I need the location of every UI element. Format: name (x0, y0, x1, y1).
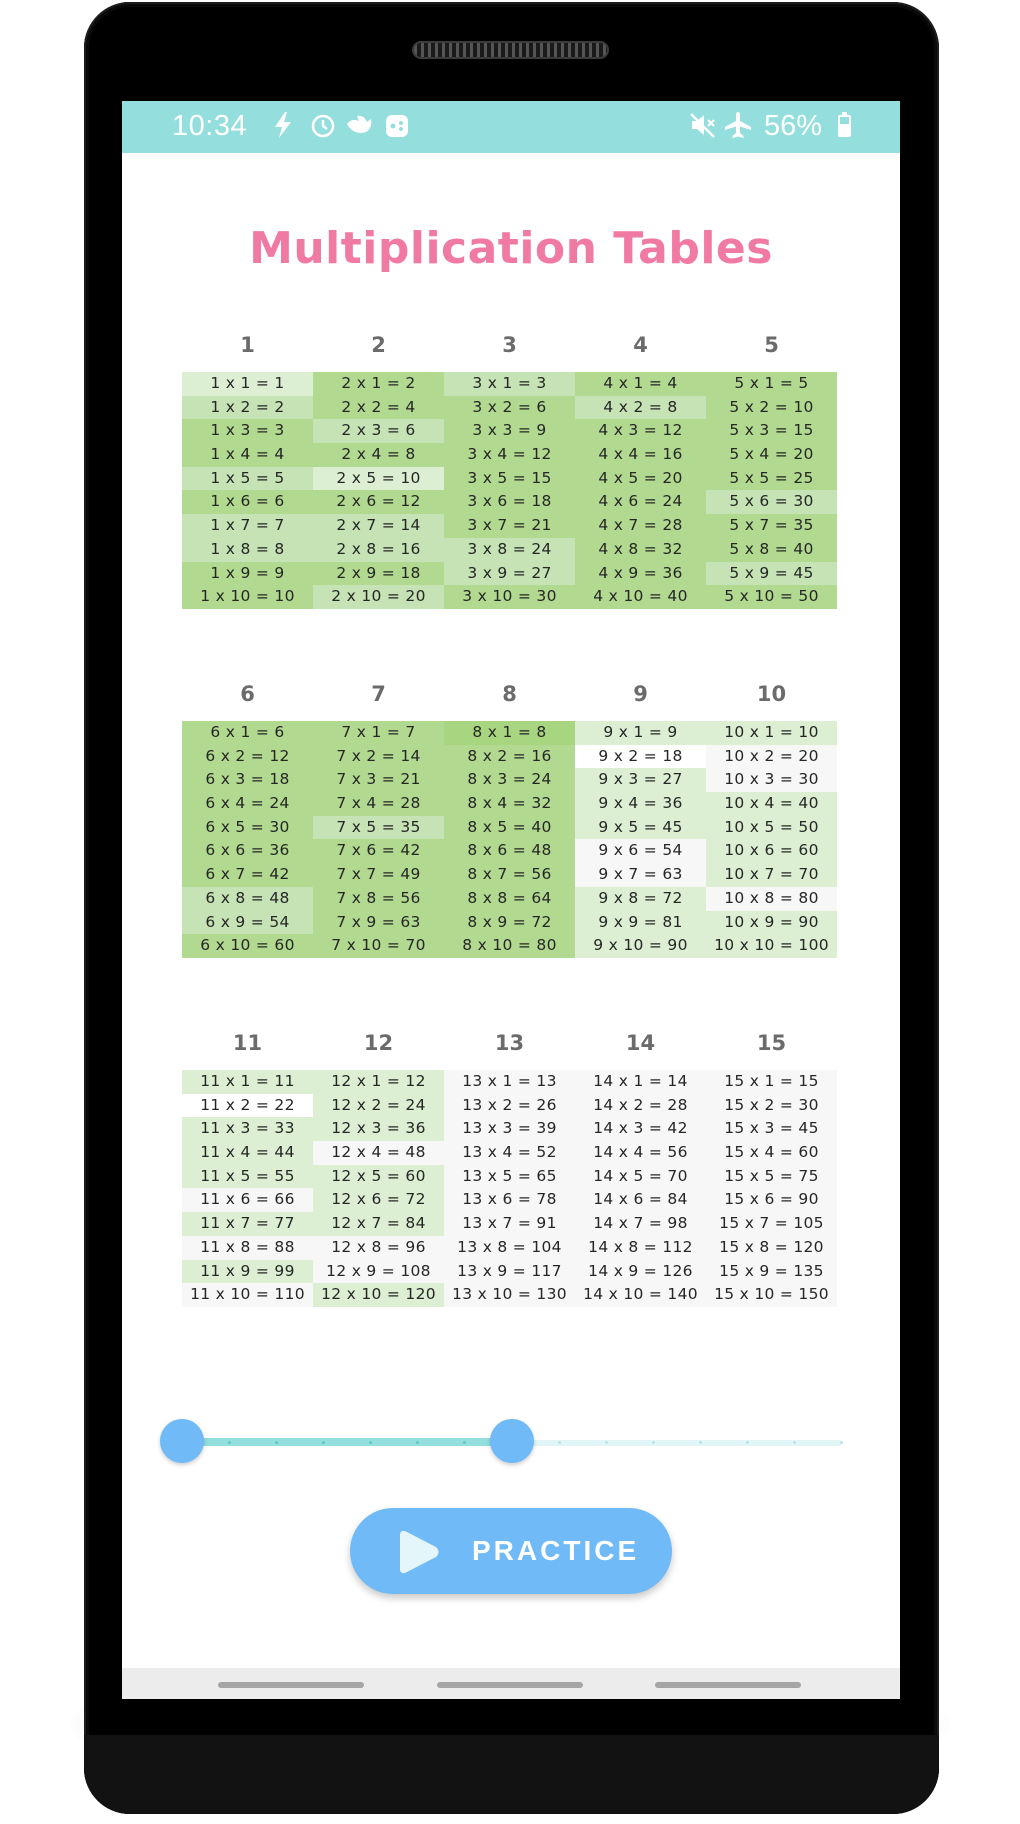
table-cell: 2 x 1 = 2 (313, 372, 444, 396)
table-cell: 2 x 8 = 16 (313, 538, 444, 562)
table-header: 12 (363, 1031, 394, 1055)
table-cell: 4 x 7 = 28 (575, 514, 706, 538)
table-column-8 (444, 675, 575, 958)
table-cell: 3 x 1 = 3 (444, 372, 575, 396)
nav-home-pill[interactable] (437, 1682, 583, 1688)
table-header: 5 (764, 333, 779, 357)
table-cell: 6 x 1 = 6 (182, 721, 313, 745)
slider-tick (793, 1441, 796, 1444)
table-cell: 1 x 9 = 9 (182, 562, 313, 586)
table-cell: 15 x 4 = 60 (706, 1141, 837, 1165)
battery-icon (838, 115, 851, 137)
table-cell: 12 x 8 = 96 (313, 1236, 444, 1260)
table-cell: 7 x 2 = 14 (313, 745, 444, 769)
table-cell: 9 x 4 = 36 (575, 792, 706, 816)
table-cell: 7 x 4 = 28 (313, 792, 444, 816)
table-cell: 14 x 10 = 140 (575, 1283, 706, 1307)
table-column-6 (182, 675, 313, 958)
table-cell: 12 x 3 = 36 (313, 1117, 444, 1141)
table-cell: 1 x 4 = 4 (182, 443, 313, 467)
table-cell: 10 x 1 = 10 (706, 721, 837, 745)
table-header: 15 (756, 1031, 787, 1055)
table-header: 1 (240, 333, 255, 357)
table-cell: 2 x 4 = 8 (313, 443, 444, 467)
table-column-5 (706, 326, 837, 609)
table-cell: 3 x 7 = 21 (444, 514, 575, 538)
table-cell: 14 x 9 = 126 (575, 1260, 706, 1284)
status-time: 10:34 (172, 110, 248, 142)
table-cell: 15 x 10 = 150 (706, 1283, 837, 1307)
table-cell: 11 x 6 = 66 (182, 1188, 313, 1212)
table-cell: 15 x 7 = 105 (706, 1212, 837, 1236)
table-cell: 3 x 3 = 9 (444, 419, 575, 443)
table-cell: 13 x 2 = 26 (444, 1094, 575, 1118)
table-cell: 5 x 2 = 10 (706, 396, 837, 420)
table-cell: 11 x 5 = 55 (182, 1165, 313, 1189)
phone-chin (84, 1735, 939, 1814)
table-cell: 8 x 9 = 72 (444, 911, 575, 935)
slider-track-active[interactable] (182, 1438, 512, 1446)
table-cell: 13 x 3 = 39 (444, 1117, 575, 1141)
table-header: 14 (625, 1031, 656, 1055)
navigation-bar (122, 1668, 900, 1699)
table-cell: 2 x 6 = 12 (313, 490, 444, 514)
table-cell: 8 x 10 = 80 (444, 934, 575, 958)
nav-back-pill[interactable] (218, 1682, 364, 1688)
table-cell: 6 x 6 = 36 (182, 839, 313, 863)
table-cell: 7 x 10 = 70 (313, 934, 444, 958)
table-cell: 3 x 5 = 15 (444, 467, 575, 491)
table-cell: 11 x 10 = 110 (182, 1283, 313, 1307)
table-cell: 13 x 8 = 104 (444, 1236, 575, 1260)
table-cell: 9 x 5 = 45 (575, 816, 706, 840)
table-header: 8 (502, 682, 517, 706)
table-cell: 12 x 5 = 60 (313, 1165, 444, 1189)
table-cell: 8 x 1 = 8 (444, 721, 575, 745)
table-cell: 9 x 8 = 72 (575, 887, 706, 911)
table-header: 4 (633, 333, 648, 357)
table-cell: 8 x 7 = 56 (444, 863, 575, 887)
table-cell: 10 x 10 = 100 (706, 934, 837, 958)
table-cell: 2 x 10 = 20 (313, 585, 444, 609)
table-cell: 15 x 8 = 120 (706, 1236, 837, 1260)
table-cell: 15 x 5 = 75 (706, 1165, 837, 1189)
table-cell: 4 x 9 = 36 (575, 562, 706, 586)
table-cell: 14 x 2 = 28 (575, 1094, 706, 1118)
slider-thumb-low[interactable] (160, 1419, 204, 1463)
table-cell: 13 x 6 = 78 (444, 1188, 575, 1212)
table-cell: 12 x 1 = 12 (313, 1070, 444, 1094)
game-icon (384, 110, 410, 147)
table-cell: 13 x 1 = 13 (444, 1070, 575, 1094)
table-cell: 6 x 4 = 24 (182, 792, 313, 816)
alarm-icon (309, 110, 337, 147)
table-cell: 11 x 9 = 99 (182, 1260, 313, 1284)
table-cell: 5 x 6 = 30 (706, 490, 837, 514)
table-cell: 13 x 9 = 117 (444, 1260, 575, 1284)
nav-recents-pill[interactable] (655, 1682, 801, 1688)
table-cell: 15 x 9 = 135 (706, 1260, 837, 1284)
table-cell: 5 x 1 = 5 (706, 372, 837, 396)
table-cell: 3 x 6 = 18 (444, 490, 575, 514)
flash-icon (272, 110, 294, 147)
table-cell: 7 x 8 = 56 (313, 887, 444, 911)
table-cell: 14 x 7 = 98 (575, 1212, 706, 1236)
table-cell: 7 x 5 = 35 (313, 816, 444, 840)
table-cell: 5 x 4 = 20 (706, 443, 837, 467)
table-cell: 9 x 3 = 27 (575, 768, 706, 792)
table-cell: 6 x 3 = 18 (182, 768, 313, 792)
table-cell: 4 x 4 = 16 (575, 443, 706, 467)
table-cell: 13 x 5 = 65 (444, 1165, 575, 1189)
table-cell: 4 x 6 = 24 (575, 490, 706, 514)
slider-tick (746, 1441, 749, 1444)
table-cell: 11 x 1 = 11 (182, 1070, 313, 1094)
table-cell: 15 x 2 = 30 (706, 1094, 837, 1118)
page-title: Multiplication Tables (249, 223, 773, 274)
speaker-grille (412, 41, 609, 59)
table-cell: 4 x 8 = 32 (575, 538, 706, 562)
table-cell: 5 x 7 = 35 (706, 514, 837, 538)
table-cell: 10 x 3 = 30 (706, 768, 837, 792)
table-cell: 15 x 6 = 90 (706, 1188, 837, 1212)
table-cell: 10 x 2 = 20 (706, 745, 837, 769)
table-header: 6 (240, 682, 255, 706)
table-cell: 9 x 10 = 90 (575, 934, 706, 958)
table-cell: 2 x 7 = 14 (313, 514, 444, 538)
slider-tick (558, 1441, 561, 1444)
table-cell: 11 x 4 = 44 (182, 1141, 313, 1165)
table-column-1 (182, 326, 313, 609)
table-cell: 7 x 3 = 21 (313, 768, 444, 792)
table-column-11 (182, 1024, 313, 1307)
table-cell: 7 x 7 = 49 (313, 863, 444, 887)
table-header: 13 (494, 1031, 525, 1055)
table-cell: 10 x 9 = 90 (706, 911, 837, 935)
table-cell: 8 x 4 = 32 (444, 792, 575, 816)
table-cell: 1 x 7 = 7 (182, 514, 313, 538)
table-column-15 (706, 1024, 837, 1307)
table-cell: 12 x 6 = 72 (313, 1188, 444, 1212)
table-column-4 (575, 326, 706, 609)
table-cell: 2 x 5 = 10 (313, 467, 444, 491)
table-cell: 14 x 3 = 42 (575, 1117, 706, 1141)
table-cell: 8 x 2 = 16 (444, 745, 575, 769)
table-cell: 10 x 5 = 50 (706, 816, 837, 840)
table-cell: 1 x 5 = 5 (182, 467, 313, 491)
table-cell: 3 x 9 = 27 (444, 562, 575, 586)
table-cell: 3 x 4 = 12 (444, 443, 575, 467)
table-cell: 11 x 3 = 33 (182, 1117, 313, 1141)
status-bar (122, 101, 900, 153)
play-icon (394, 1529, 442, 1579)
app-screen (122, 101, 900, 1699)
table-cell: 8 x 5 = 40 (444, 816, 575, 840)
table-cell: 13 x 10 = 130 (444, 1283, 575, 1307)
table-cell: 13 x 4 = 52 (444, 1141, 575, 1165)
table-cell: 11 x 7 = 77 (182, 1212, 313, 1236)
table-cell: 3 x 2 = 6 (444, 396, 575, 420)
table-cell: 4 x 2 = 8 (575, 396, 706, 420)
table-cell: 9 x 1 = 9 (575, 721, 706, 745)
table-cell: 12 x 2 = 24 (313, 1094, 444, 1118)
slider-thumb-high[interactable] (490, 1419, 534, 1463)
table-cell: 6 x 2 = 12 (182, 745, 313, 769)
table-header: 3 (502, 333, 517, 357)
table-cell: 9 x 7 = 63 (575, 863, 706, 887)
table-cell: 15 x 3 = 45 (706, 1117, 837, 1141)
table-column-10 (706, 675, 837, 958)
table-cell: 6 x 10 = 60 (182, 934, 313, 958)
table-header: 10 (756, 682, 787, 706)
table-cell: 8 x 6 = 48 (444, 839, 575, 863)
table-cell: 3 x 10 = 30 (444, 585, 575, 609)
table-cell: 14 x 8 = 112 (575, 1236, 706, 1260)
table-cell: 10 x 7 = 70 (706, 863, 837, 887)
table-cell: 4 x 10 = 40 (575, 585, 706, 609)
bird-icon (344, 110, 374, 147)
table-cell: 9 x 2 = 18 (575, 745, 706, 769)
table-cell: 9 x 9 = 81 (575, 911, 706, 935)
table-column-7 (313, 675, 444, 958)
table-column-13 (444, 1024, 575, 1307)
table-cell: 8 x 3 = 24 (444, 768, 575, 792)
table-cell: 5 x 3 = 15 (706, 419, 837, 443)
table-header: 2 (371, 333, 386, 357)
slider-tick (699, 1441, 702, 1444)
slider-tick (840, 1441, 843, 1444)
table-cell: 15 x 1 = 15 (706, 1070, 837, 1094)
table-cell: 9 x 6 = 54 (575, 839, 706, 863)
table-cell: 4 x 1 = 4 (575, 372, 706, 396)
table-cell: 5 x 5 = 25 (706, 467, 837, 491)
table-cell: 11 x 8 = 88 (182, 1236, 313, 1260)
table-cell: 6 x 7 = 42 (182, 863, 313, 887)
table-cell: 2 x 3 = 6 (313, 419, 444, 443)
table-cell: 1 x 10 = 10 (182, 585, 313, 609)
battery-percent: 56% (764, 110, 823, 142)
table-cell: 12 x 10 = 120 (313, 1283, 444, 1307)
practice-button[interactable] (350, 1508, 672, 1594)
table-cell: 1 x 2 = 2 (182, 396, 313, 420)
table-column-2 (313, 326, 444, 609)
table-cell: 7 x 1 = 7 (313, 721, 444, 745)
table-cell: 6 x 5 = 30 (182, 816, 313, 840)
table-cell: 1 x 1 = 1 (182, 372, 313, 396)
table-column-9 (575, 675, 706, 958)
table-cell: 12 x 7 = 84 (313, 1212, 444, 1236)
slider-tick (605, 1441, 608, 1444)
table-cell: 7 x 6 = 42 (313, 839, 444, 863)
table-header: 9 (633, 682, 648, 706)
table-cell: 1 x 8 = 8 (182, 538, 313, 562)
table-cell: 14 x 1 = 14 (575, 1070, 706, 1094)
table-cell: 2 x 2 = 4 (313, 396, 444, 420)
table-cell: 4 x 5 = 20 (575, 467, 706, 491)
table-cell: 8 x 8 = 64 (444, 887, 575, 911)
table-column-14 (575, 1024, 706, 1307)
table-cell: 12 x 9 = 108 (313, 1260, 444, 1284)
table-cell: 11 x 2 = 22 (182, 1094, 313, 1118)
table-cell: 12 x 4 = 48 (313, 1141, 444, 1165)
table-cell: 1 x 3 = 3 (182, 419, 313, 443)
table-column-12 (313, 1024, 444, 1307)
table-cell: 10 x 4 = 40 (706, 792, 837, 816)
mute-icon (688, 110, 718, 147)
table-cell: 4 x 3 = 12 (575, 419, 706, 443)
table-cell: 14 x 4 = 56 (575, 1141, 706, 1165)
table-cell: 3 x 8 = 24 (444, 538, 575, 562)
table-cell: 1 x 6 = 6 (182, 490, 313, 514)
table-cell: 5 x 10 = 50 (706, 585, 837, 609)
table-cell: 6 x 9 = 54 (182, 911, 313, 935)
table-cell: 5 x 9 = 45 (706, 562, 837, 586)
practice-label: PRACTICE (472, 1535, 640, 1566)
slider-tick (652, 1441, 655, 1444)
table-cell: 5 x 8 = 40 (706, 538, 837, 562)
table-cell: 14 x 6 = 84 (575, 1188, 706, 1212)
table-cell: 6 x 8 = 48 (182, 887, 313, 911)
table-header: 7 (371, 682, 386, 706)
table-header: 11 (232, 1031, 263, 1055)
table-cell: 10 x 8 = 80 (706, 887, 837, 911)
table-cell: 7 x 9 = 63 (313, 911, 444, 935)
table-cell: 10 x 6 = 60 (706, 839, 837, 863)
table-cell: 2 x 9 = 18 (313, 562, 444, 586)
table-cell: 13 x 7 = 91 (444, 1212, 575, 1236)
airplane-mode-icon (722, 110, 754, 147)
table-column-3 (444, 326, 575, 609)
table-cell: 14 x 5 = 70 (575, 1165, 706, 1189)
